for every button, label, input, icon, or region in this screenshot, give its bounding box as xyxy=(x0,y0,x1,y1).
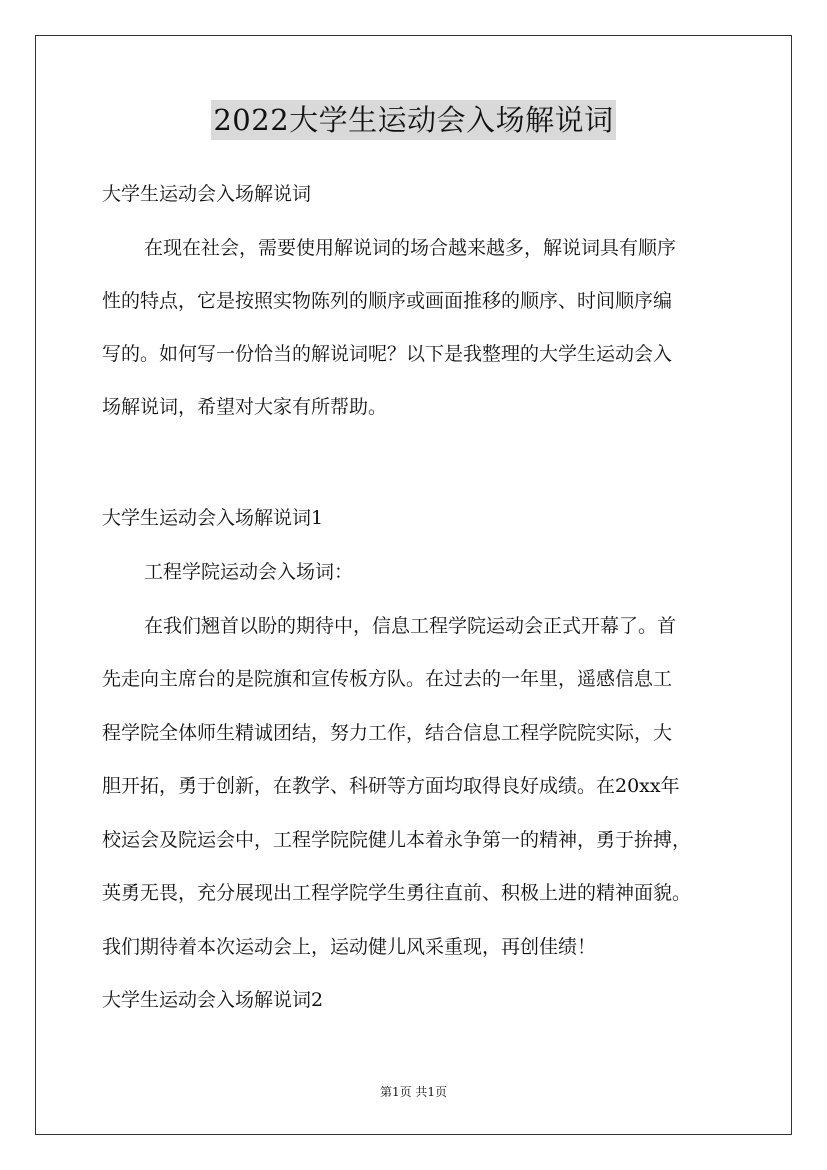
paragraph-line: 在现在社会，需要使用解说词的场合越来越多，解说词具有顺序 xyxy=(144,237,677,259)
paragraph-line: 写的。如何写一份恰当的解说词呢？以下是我整理的大学生运动会入 xyxy=(102,343,673,365)
paragraph-line: 场解说词，希望对大家有所帮助。 xyxy=(102,396,388,418)
paragraph-line: 我们期待着本次运动会上，运动健儿风采重现，再创佳绩！ xyxy=(102,936,597,958)
paragraph-line: 胆开拓，勇于创新，在教学、科研等方面均取得良好成绩。在20xx年 xyxy=(102,775,680,797)
paragraph-line: 校运会及院运会中，工程学院院健儿本着永争第一的精神，勇于拚搏， xyxy=(102,829,692,851)
title-container xyxy=(0,100,827,140)
section-heading: 大学生运动会入场解说词1 xyxy=(102,507,324,529)
paragraph-line: 工程学院运动会入场词： xyxy=(144,561,354,583)
page-footer: 第1页 共1页 xyxy=(379,1085,448,1099)
subtitle-line: 大学生运动会入场解说词 xyxy=(102,183,312,205)
section-heading: 大学生运动会入场解说词2 xyxy=(102,989,324,1011)
paragraph-line: 先走向主席台的是院旗和宣传板方队。在过去的一年里，遥感信息工 xyxy=(102,668,673,690)
document-title: 2022大学生运动会入场解说词 xyxy=(211,100,615,140)
paragraph-line: 程学院全体师生精诚团结，努力工作，结合信息工程学院院实际，大 xyxy=(102,722,673,744)
paragraph-line: 英勇无畏，充分展现出工程学院学生勇往直前、积极上进的精神面貌。 xyxy=(102,882,692,904)
paragraph-line: 在我们翘首以盼的期待中，信息工程学院运动会正式开幕了。首 xyxy=(144,615,677,637)
paragraph-line: 性的特点，它是按照实物陈列的顺序或画面推移的顺序、时间顺序编 xyxy=(102,290,673,312)
